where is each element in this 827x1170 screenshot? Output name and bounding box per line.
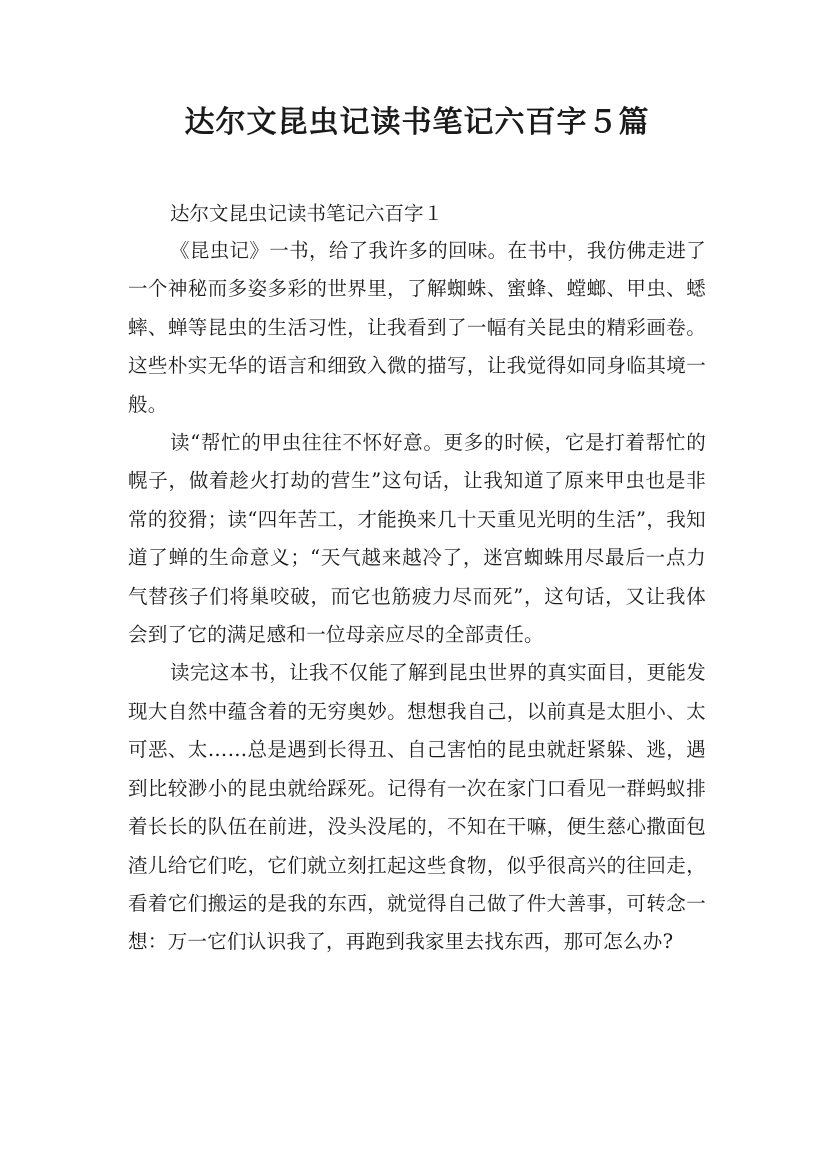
section-heading: 达尔文昆虫记读书笔记六百字１ bbox=[170, 202, 444, 225]
paragraph-3: 读完这本书，让我不仅能了解到昆虫世界的真实面目，更能发现大自然中蕴含着的无穷奥妙。想想我自己，以前真是太胆小、太可恶、太……总是遇到长得丑、自己害怕的昆虫就赶紧躲、逃，遇到比较渺小的昆虫就给踩死。记得有一次在家门口看见一群蚂蚁排着长长的队伍在前进，没头没尾的，不知在干嘛，便生慈心撒面包渣儿给它们吃，它们就立刻扛起这些食物，似乎很高兴的往回走，看着它们搬运的是我的东西，就觉得自己做了件大善事，可转念一想：万一它们认识我了，再跑到我家里去找东西，那可怎么办? bbox=[128, 661, 706, 954]
document-title: 达尔文昆虫记读书笔记六百字５篇 bbox=[184, 105, 650, 140]
document-body bbox=[128, 232, 706, 962]
paragraph-2: 读“帮忙的甲虫往往不怀好意。更多的时候，它是打着帮忙的幌子，做着趁火打劫的营生”这句话，让我知道了原来甲虫也是非常的狡猾；读“四年苦工，才能换来几十天重见光明的生活”，我知道了蝉的生命意义；“天气越来越冷了，迷宫蜘蛛用尽最后一点力气替孩子们将巢咬破，而它也筋疲力尽而死”，这句话，又让我体会到了它的满足感和一位母亲应尽的全部责任。 bbox=[128, 431, 706, 647]
paragraph-1: 《昆虫记》一书，给了我许多的回味。在书中，我仿佛走进了一个神秘而多姿多彩的世界里，了解蜘蛛、蜜蜂、螳螂、甲虫、蟋蟀、蝉等昆虫的生活习性，让我看到了一幅有关昆虫的精彩画卷。这些朴实无华的语言和细致入微的描写，让我觉得如同身临其境一般。 bbox=[128, 239, 706, 416]
